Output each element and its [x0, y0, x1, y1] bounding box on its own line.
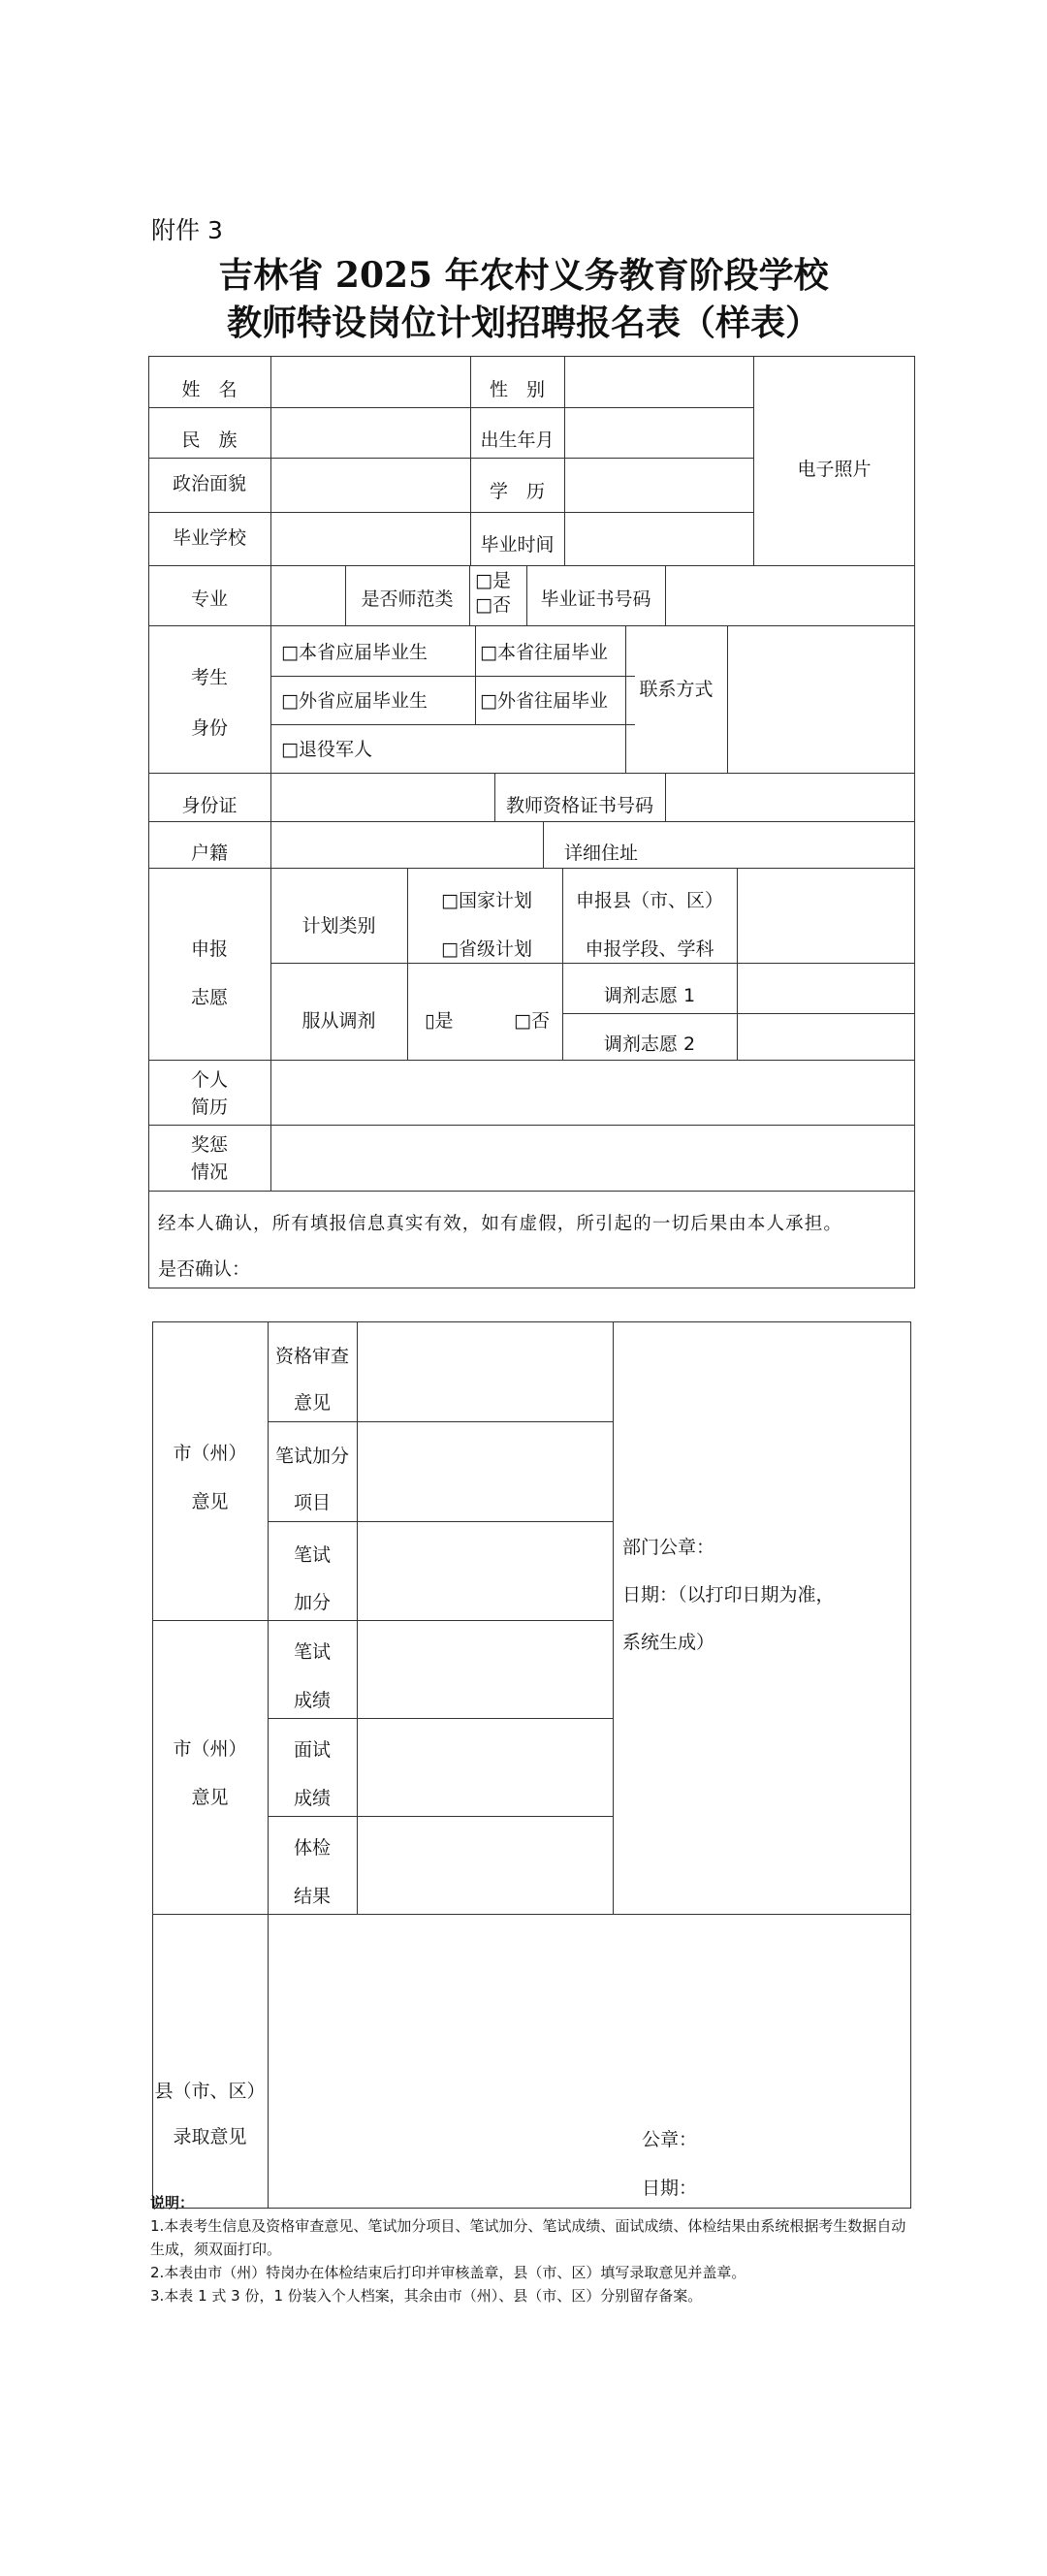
grad-time-label: 毕业时间 — [480, 534, 555, 556]
qual-review-label-1: 资格审查 — [274, 1346, 349, 1367]
education-label: 学 历 — [489, 481, 545, 502]
physical-result-label-1: 体检 — [293, 1837, 331, 1859]
option-other-fresh-grad[interactable]: □外省应届毕业生 — [281, 690, 428, 712]
department-seal-label: 部门公章： — [622, 1537, 715, 1558]
physical-result-label-2: 结果 — [293, 1886, 331, 1907]
page-title-line1: 吉林省 2025 年农村义务教育阶段学校 — [218, 255, 829, 296]
option-local-past-grad[interactable]: □本省往届毕业 — [480, 642, 608, 663]
teacher-cert-label: 教师资格证书号码 — [505, 795, 653, 816]
id-card-label: 身份证 — [181, 795, 238, 816]
identity-label: 身份 — [190, 717, 228, 739]
city-opinion-label-1b: 意见 — [191, 1491, 229, 1512]
school-label: 毕业学校 — [172, 527, 246, 549]
birth-label: 出生年月 — [480, 429, 555, 451]
notes-heading: 说明： — [150, 2194, 195, 2211]
contact-label: 联系方式 — [639, 679, 714, 700]
politics-label: 政治面貌 — [172, 473, 246, 494]
resume-label-2: 简历 — [190, 1097, 228, 1118]
resume-label-1: 个人 — [190, 1069, 228, 1091]
bonus-label-2: 加分 — [293, 1592, 331, 1613]
award-label-2: 情况 — [190, 1161, 228, 1183]
date-note-line1: 日期：（以打印日期为准， — [622, 1584, 835, 1606]
option-local-fresh-grad[interactable]: □本省应届毕业生 — [281, 642, 428, 663]
bonus-item-label-1: 笔试加分 — [274, 1446, 349, 1467]
city-opinion-label-1a: 市（州） — [173, 1443, 247, 1464]
adjust-yes-checkbox[interactable]: ▯是 — [425, 1010, 454, 1032]
normal-no-checkbox[interactable]: □否 — [475, 594, 511, 616]
normal-yes-checkbox[interactable]: □是 — [475, 570, 511, 591]
county-label: 申报县（市、区） — [575, 890, 723, 911]
gender-label: 性 别 — [489, 379, 545, 400]
city-opinion-label-2a: 市（州） — [173, 1738, 247, 1760]
county-opinion-label-2: 录取意见 — [173, 2126, 247, 2147]
bonus-item-label-2: 项目 — [293, 1492, 331, 1513]
major-label: 专业 — [190, 588, 228, 610]
stage-subject-label: 申报学段、学科 — [585, 938, 714, 960]
option-veteran[interactable]: □退役军人 — [281, 739, 372, 760]
city-opinion-label-2b: 意见 — [191, 1787, 229, 1808]
national-plan-checkbox[interactable]: □国家计划 — [441, 890, 532, 911]
wish-label: 志愿 — [190, 987, 228, 1008]
candidate-label: 考生 — [190, 667, 228, 688]
county-date-label: 日期： — [642, 2178, 698, 2199]
adjust-wish-1-label: 调剂志愿 1 — [603, 985, 696, 1006]
bonus-label-1: 笔试 — [293, 1544, 331, 1566]
adjust-wish-2-label: 调剂志愿 2 — [603, 1034, 696, 1055]
note-2: 2.本表由市（州）特岗办在体检结束后打印并审核盖章，县（市、区）填写录取意见并盖章。 — [150, 2264, 746, 2281]
ethnicity-label: 民 族 — [181, 429, 238, 451]
attachment-label: 附件 3 — [151, 216, 223, 244]
provincial-plan-checkbox[interactable]: □省级计划 — [441, 938, 532, 960]
normal-category-label: 是否师范类 — [361, 588, 454, 610]
interview-score-label-1: 面试 — [293, 1739, 331, 1761]
county-opinion-label-1: 县（市、区） — [154, 2081, 266, 2102]
photo-label: 电子照片 — [797, 459, 872, 480]
notes-section — [150, 2191, 906, 2307]
cert-number-label: 毕业证书号码 — [540, 588, 651, 610]
option-other-past-grad[interactable]: □外省往届毕业 — [480, 690, 608, 712]
household-label: 户籍 — [190, 843, 228, 864]
address-label: 详细住址 — [563, 843, 638, 864]
award-label-1: 奖惩 — [190, 1134, 228, 1156]
note-1: 1.本表考生信息及资格审查意见、笔试加分项目、笔试加分、笔试成绩、面试成绩、体检结果由系统根据考生数据自动生成，须双面打印。 — [150, 2217, 906, 2258]
county-seal-label: 公章： — [642, 2129, 698, 2150]
written-score-label-2: 成绩 — [293, 1690, 331, 1711]
apply-label: 申报 — [190, 938, 228, 960]
written-score-label-1: 笔试 — [293, 1641, 331, 1663]
note-3: 3.本表 1 式 3 份，1 份装入个人档案，其余由市（州）、县（市、区）分别留存备案。 — [150, 2287, 703, 2305]
name-label: 姓 名 — [181, 379, 238, 400]
plan-type-label: 计划类别 — [301, 915, 376, 937]
adjust-label: 服从调剂 — [301, 1010, 376, 1032]
confirm-label: 是否确认： — [158, 1258, 251, 1280]
adjust-no-checkbox[interactable]: □否 — [514, 1010, 550, 1032]
declaration-text: 经本人确认，所有填报信息真实有效，如有虚假，所引起的一切后果由本人承担。 — [158, 1214, 842, 1234]
page-title-line2: 教师特设岗位计划招聘报名表（样表） — [226, 302, 820, 343]
interview-score-label-2: 成绩 — [293, 1788, 331, 1809]
qual-review-label-2: 意见 — [293, 1392, 331, 1414]
date-note-line2: 系统生成） — [622, 1632, 715, 1653]
